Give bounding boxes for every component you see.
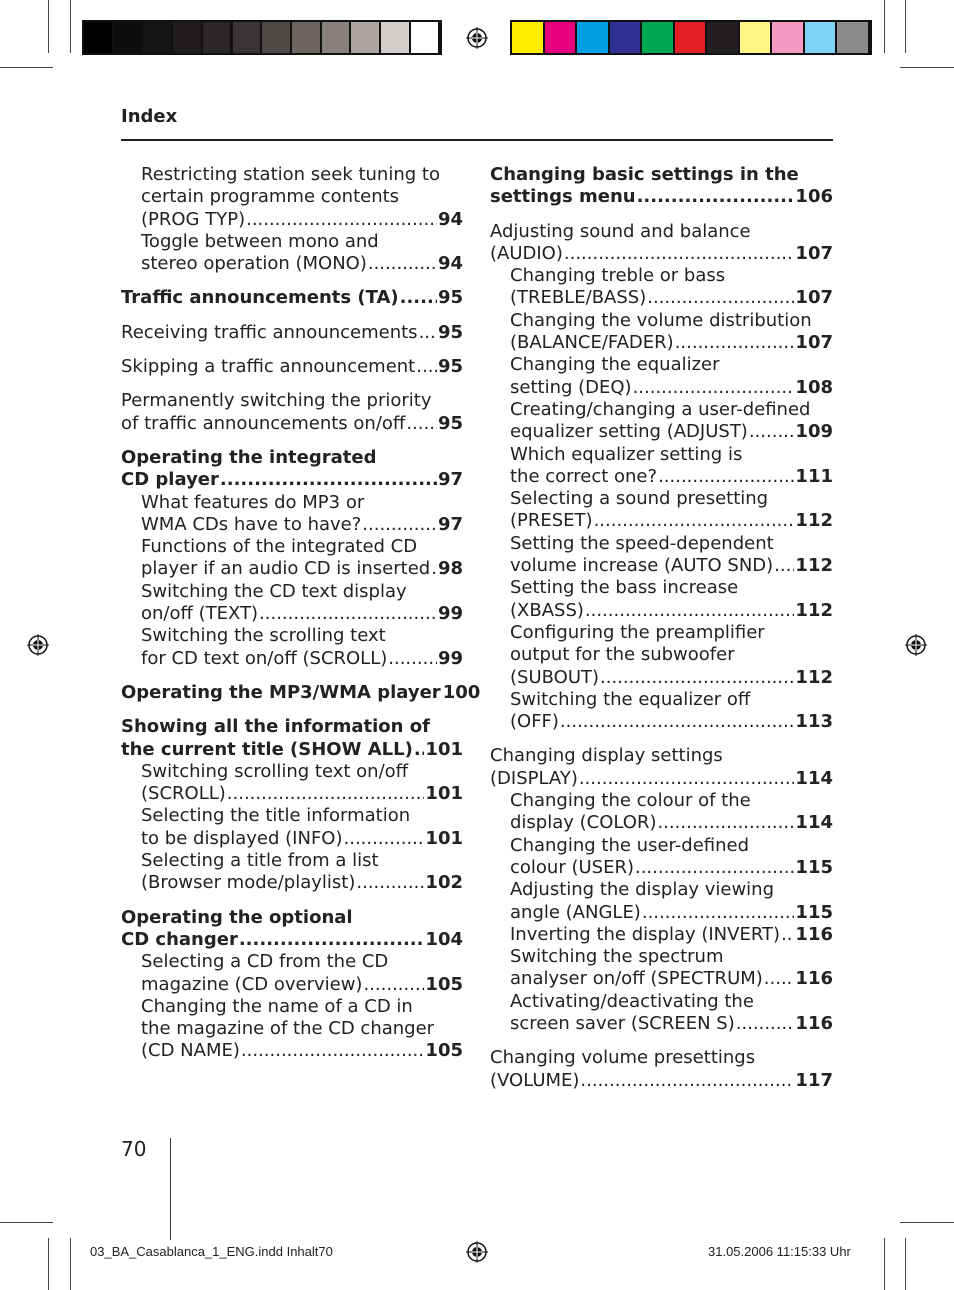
color-swatch [577, 22, 608, 53]
dot-leader [239, 929, 425, 951]
registration-mark-icon [905, 634, 927, 656]
index-page-ref: 95 [437, 412, 463, 434]
index-entry-text: output for the subwoofer [510, 644, 735, 666]
dot-leader [259, 603, 437, 625]
index-entry-text: Switching the equalizer off [510, 688, 751, 710]
index-entry-text: (Browser mode/playlist) [141, 872, 356, 894]
index-entry [121, 951, 463, 996]
index-page-ref: 99 [437, 603, 463, 625]
index-page-ref: 109 [795, 421, 833, 443]
index-entry-text: Switching the spectrum [510, 946, 724, 968]
index-page-ref: 112 [795, 599, 833, 621]
index-entry-text: (SCROLL) [141, 783, 226, 805]
index-page-ref: 104 [425, 928, 463, 950]
dot-leader [388, 648, 437, 670]
color-swatch [545, 22, 576, 53]
dot-leader [241, 1040, 425, 1062]
index-page-ref: 97 [437, 469, 463, 491]
index-entry [121, 581, 463, 626]
dot-leader [749, 421, 795, 443]
slug-timestamp: 31.05.2006 11:15:33 Uhr [708, 1244, 851, 1259]
index-page-ref: 97 [437, 513, 463, 535]
index-entry-text: magazine (CD overview) [141, 973, 363, 995]
dot-leader [658, 466, 794, 488]
index-entry [490, 622, 833, 689]
index-page-ref: 115 [795, 901, 833, 923]
index-entry-text: Configuring the preamplifier [510, 621, 765, 643]
crop-mark [0, 1222, 53, 1223]
dot-leader [406, 413, 437, 435]
dot-leader [246, 209, 437, 231]
index-page-ref: 105 [425, 1040, 463, 1062]
color-swatch [173, 22, 201, 53]
index-entry [121, 850, 463, 895]
index-page-ref: 115 [795, 856, 833, 878]
index-entry-text: (PRESET) [510, 510, 593, 532]
index-page-ref: 105 [425, 973, 463, 995]
index-entry [490, 488, 833, 533]
index-entry-text: setting (DEQ) [510, 376, 632, 398]
index-entry [121, 625, 463, 670]
index-entry-text: Traffic announcements (TA) [121, 287, 399, 309]
index-entry-text: equalizer setting (ADJUST) [510, 421, 748, 443]
index-entry-text: screen saver (SCREEN S) [510, 1012, 735, 1034]
index-entry-text: the magazine of the CD changer [141, 1018, 435, 1040]
index-column-left [121, 164, 481, 1063]
dot-leader [736, 1013, 795, 1035]
dot-leader [560, 711, 795, 733]
index-page-ref: 112 [795, 666, 833, 688]
index-page-ref: 102 [425, 872, 463, 894]
crop-mark [48, 1238, 49, 1290]
index-entry-text: Switching scrolling text on/off [141, 760, 409, 782]
color-swatch [805, 22, 836, 53]
index-entry [121, 322, 463, 344]
dot-leader [362, 514, 437, 536]
index-entry-text: colour (USER) [510, 856, 634, 878]
dot-leader [227, 783, 425, 805]
index-page-ref: 117 [795, 1069, 833, 1091]
dot-leader [368, 253, 437, 275]
crop-mark [900, 67, 954, 68]
index-entry-text: (AUDIO) [490, 242, 563, 264]
index-entry-text: WMA CDs have to have? [141, 513, 362, 535]
dot-leader [675, 332, 795, 354]
dot-leader [764, 968, 795, 990]
index-page-ref: 107 [795, 287, 833, 309]
index-entry-text: Setting the speed-dependent [510, 532, 774, 554]
color-swatch [322, 22, 350, 53]
index-entry-text: Operating the MP3/WMA player [121, 681, 441, 703]
index-page-ref: 113 [795, 711, 833, 733]
index-entry [490, 946, 833, 991]
crop-mark [70, 1238, 71, 1290]
index-page-ref: 111 [795, 465, 833, 487]
index-entry-text: CD player [121, 469, 219, 491]
index-entry [121, 492, 463, 537]
index-entry-text: (XBASS) [510, 599, 584, 621]
index-page-ref: 112 [795, 555, 833, 577]
slug-file-info: 03_BA_Casablanca_1_ENG.indd Inhalt70 [90, 1244, 333, 1259]
index-entry [121, 287, 463, 309]
dot-leader [637, 186, 795, 208]
index-entry-text: to be displayed (INFO) [141, 827, 343, 849]
dot-leader [363, 974, 424, 996]
index-page-ref: 108 [795, 376, 833, 398]
color-swatch [262, 22, 290, 53]
dot-leader [594, 510, 795, 532]
index-page-ref: 94 [437, 208, 463, 230]
index-entry-text: Selecting a sound presetting [510, 488, 769, 510]
index-entry-text: certain programme contents [141, 186, 400, 208]
index-entry-text: Skipping a traffic announcement [121, 356, 416, 378]
index-page-ref: 101 [425, 783, 463, 805]
index-entry-text: for CD text on/off (SCROLL) [141, 647, 388, 669]
index-entry-text: volume increase (AUTO SND) [510, 555, 774, 577]
dot-leader [781, 924, 794, 946]
index-column-right [490, 164, 833, 1092]
dot-leader [657, 812, 794, 834]
dot-leader [400, 287, 437, 309]
index-entry [121, 164, 463, 231]
index-page-ref: 95 [437, 321, 463, 343]
index-page-ref: 100 [442, 681, 481, 703]
index-entry [490, 577, 833, 622]
index-entry [490, 924, 833, 946]
index-entry-text: Which equalizer setting is [510, 443, 743, 465]
index-entry [490, 354, 833, 399]
index-entry-text: Selecting a CD from the CD [141, 951, 389, 973]
color-swatch [610, 22, 641, 53]
index-entry-text: display (COLOR) [510, 812, 657, 834]
index-entry [121, 356, 463, 378]
crop-mark [905, 0, 906, 53]
crop-mark [48, 0, 49, 53]
index-page-ref: 95 [437, 356, 463, 378]
index-entry-text: the current title (SHOW ALL) [121, 738, 413, 760]
index-page-ref: 107 [795, 332, 833, 354]
index-entry-text: Restricting station seek tuning to [141, 164, 440, 185]
dot-leader [579, 768, 795, 790]
crop-mark [70, 0, 71, 53]
index-entry-text: Changing treble or bass [510, 265, 726, 287]
index-page-ref: 98 [437, 558, 463, 580]
index-entry-text: (CD NAME) [141, 1040, 240, 1062]
index-page-ref: 99 [437, 647, 463, 669]
index-entry [490, 879, 833, 924]
index-page-ref: 101 [425, 827, 463, 849]
dot-leader [220, 469, 437, 491]
index-entry-text: CD changer [121, 928, 238, 950]
index-entry-text: Receiving traffic announcements [121, 321, 418, 343]
color-swatch [143, 22, 171, 53]
index-entry-text: (TREBLE/BASS) [510, 287, 647, 309]
index-entry-text: Changing display settings [490, 745, 723, 767]
index-page-ref: 107 [795, 242, 833, 264]
color-swatch [675, 22, 706, 53]
index-entry-text: Activating/deactivating the [510, 990, 754, 1012]
crop-mark [884, 1238, 885, 1290]
crop-mark [884, 0, 885, 53]
dot-leader [774, 555, 794, 577]
index-entry-text: Operating the integrated [121, 446, 377, 468]
index-entry-text: (DISPLAY) [490, 767, 578, 789]
index-entry-text: the correct one? [510, 465, 658, 487]
index-page-ref: 114 [795, 812, 833, 834]
index-page-ref: 112 [795, 510, 833, 532]
dot-leader [580, 1070, 794, 1092]
color-swatch [233, 22, 261, 53]
index-entry-text: Creating/changing a user-defined [510, 398, 811, 420]
index-entry [121, 761, 463, 806]
index-entry-text: Changing the name of a CD in [141, 995, 413, 1017]
index-entry-text: Changing the equalizer [510, 354, 720, 376]
index-page-ref: 106 [795, 186, 833, 208]
color-swatch [740, 22, 771, 53]
color-swatch [411, 22, 439, 53]
page-number-rule [170, 1138, 171, 1240]
index-entry-text: Inverting the display (INVERT) [510, 923, 781, 945]
index-entry [121, 681, 481, 704]
index-entry-text: Changing basic settings in the [490, 164, 799, 185]
page-number: 70 [121, 1137, 147, 1161]
index-entry [490, 835, 833, 880]
index-entry-text: (SUBOUT) [510, 666, 600, 688]
index-entry-text: Toggle between mono and [141, 230, 379, 252]
index-entry [121, 447, 463, 492]
index-entry-text: on/off (TEXT) [141, 603, 259, 625]
dot-leader [416, 356, 437, 378]
index-entry-text: player if an audio CD is inserted [141, 558, 431, 580]
index-entry [490, 991, 833, 1036]
color-swatch [772, 22, 803, 53]
index-entry-text: of traffic announcements on/off [121, 412, 406, 434]
index-entry [121, 996, 463, 1063]
index-entry-text: Changing volume presettings [490, 1047, 756, 1069]
dot-leader [633, 377, 795, 399]
dot-leader [419, 322, 437, 344]
index-entry-text: analyser on/off (SPECTRUM) [510, 968, 763, 990]
index-entry-text: settings menu [490, 186, 636, 208]
color-swatch [203, 22, 231, 53]
index-entry [490, 265, 833, 310]
color-swatch [84, 22, 112, 53]
index-entry [121, 907, 463, 952]
index-entry-text: (PROG TYP) [141, 208, 246, 230]
index-entry [490, 1047, 833, 1092]
color-swatch [642, 22, 673, 53]
index-entry [490, 310, 833, 355]
index-entry [121, 716, 463, 761]
index-entry-text: Showing all the information of [121, 716, 430, 738]
registration-mark-icon [466, 1241, 488, 1263]
index-entry-text: Permanently switching the priority [121, 390, 432, 412]
index-entry [490, 745, 833, 790]
index-entry-text: angle (ANGLE) [510, 901, 641, 923]
index-page-ref: 114 [795, 767, 833, 789]
index-entry-text: Switching the CD text display [141, 580, 407, 602]
index-page-ref: 116 [795, 1012, 833, 1034]
index-page-ref: 94 [437, 253, 463, 275]
dot-leader [414, 739, 425, 761]
color-swatch [351, 22, 379, 53]
index-entry-text: Functions of the integrated CD [141, 536, 418, 558]
index-entry [490, 399, 833, 444]
index-page-ref: 95 [437, 287, 463, 309]
index-entry-text: (OFF) [510, 711, 559, 733]
dot-leader [344, 828, 425, 850]
registration-mark-icon [466, 27, 488, 49]
index-entry-text: Operating the optional [121, 906, 353, 928]
dot-leader [356, 872, 424, 894]
index-entry [490, 444, 833, 489]
page-title: Index [121, 106, 178, 127]
index-entry [490, 164, 833, 209]
dot-leader [585, 600, 795, 622]
dot-leader [600, 667, 794, 689]
dot-leader [642, 902, 795, 924]
index-entry-text: Switching the scrolling text [141, 625, 386, 647]
index-entry [121, 536, 463, 581]
header-rule [121, 139, 833, 141]
color-swatch [707, 22, 738, 53]
index-page-ref: 116 [795, 923, 833, 945]
color-swatch [114, 22, 142, 53]
index-entry-text: Adjusting sound and balance [490, 220, 751, 242]
registration-mark-icon [27, 634, 49, 656]
index-entry [121, 390, 463, 435]
index-entry-text: stereo operation (MONO) [141, 253, 367, 275]
index-entry [121, 231, 463, 276]
dot-leader [635, 857, 794, 879]
dot-leader [647, 287, 794, 309]
index-entry-text: Changing the colour of the [510, 790, 751, 812]
dot-leader [431, 558, 437, 580]
index-entry [490, 790, 833, 835]
index-page-ref: 101 [425, 738, 463, 760]
index-entry [490, 533, 833, 578]
color-swatch [512, 22, 543, 53]
crop-mark [905, 1238, 906, 1290]
index-entry [490, 689, 833, 734]
crop-mark [900, 1222, 954, 1223]
crop-mark [0, 67, 53, 68]
index-entry [121, 805, 463, 850]
color-swatch [292, 22, 320, 53]
index-entry-text: Setting the bass increase [510, 577, 739, 599]
dot-leader [564, 243, 795, 265]
index-page-ref: 116 [795, 968, 833, 990]
index-entry-text: What features do MP3 or [141, 491, 365, 513]
index-entry-text: Selecting the title information [141, 805, 411, 827]
index-entry-text: Adjusting the display viewing [510, 879, 775, 901]
index-entry-text: (BALANCE/FADER) [510, 332, 674, 354]
index-entry-text: Changing the user-defined [510, 834, 750, 856]
color-swatch [381, 22, 409, 53]
index-entry-text: Selecting a title from a list [141, 850, 379, 872]
index-entry-text: (VOLUME) [490, 1069, 580, 1091]
index-entry-text: Changing the volume distribution [510, 309, 812, 331]
index-entry [490, 221, 833, 266]
color-swatch [837, 22, 868, 53]
